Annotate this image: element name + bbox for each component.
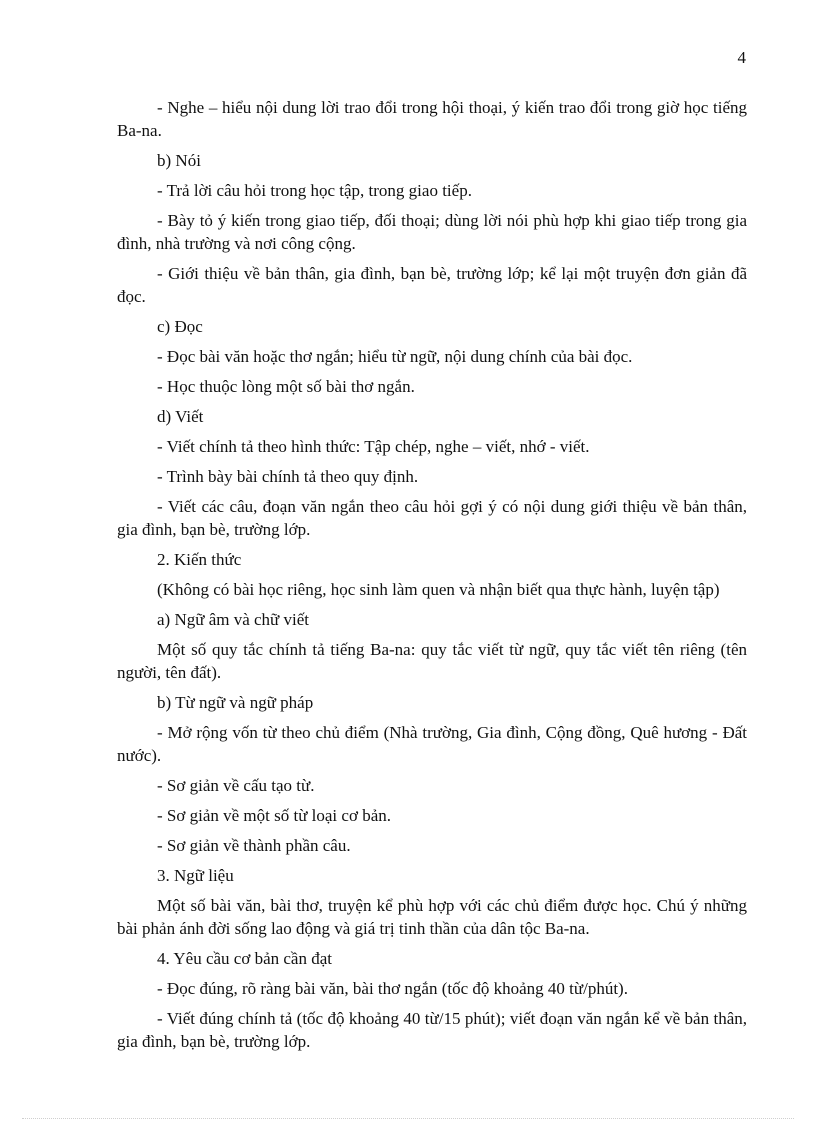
page-number: 4 bbox=[737, 48, 746, 67]
paragraph: - Sơ giản về thành phần câu. bbox=[157, 836, 351, 855]
document-body bbox=[117, 96, 747, 1060]
section-heading-ngu-am: a) Ngữ âm và chữ viết bbox=[157, 610, 310, 629]
paragraph: - Bày tỏ ý kiến trong giao tiếp, đối thoại; dùng lời nói phù hợp khi giao tiếp trong gia đình, nhà trường và nơi công cộng. bbox=[117, 211, 747, 253]
section-heading-noi: b) Nói bbox=[157, 151, 201, 170]
paragraph: - Đọc đúng, rõ ràng bài văn, bài thơ ngắn (tốc độ khoảng 40 từ/phút). bbox=[157, 979, 628, 998]
paragraph: - Trả lời câu hỏi trong học tập, trong giao tiếp. bbox=[157, 181, 472, 200]
section-heading-viet: d) Viết bbox=[157, 407, 204, 426]
paragraph: - Nghe – hiểu nội dung lời trao đổi trong hội thoại, ý kiến trao đổi trong giờ học tiếng Ba-na. bbox=[117, 98, 747, 140]
paragraph: - Học thuộc lòng một số bài thơ ngắn. bbox=[157, 377, 415, 396]
paragraph: - Trình bày bài chính tả theo quy định. bbox=[157, 467, 419, 486]
paragraph: - Sơ giản về cấu tạo từ. bbox=[157, 776, 315, 795]
paragraph: - Viết đúng chính tả (tốc độ khoảng 40 từ/15 phút); viết đoạn văn ngắn kể về bản thân, gia đình, bạn bè, trường lớp. bbox=[117, 1009, 747, 1051]
section-heading-ngu-lieu: 3. Ngữ liệu bbox=[157, 866, 234, 885]
paragraph: - Viết chính tả theo hình thức: Tập chép, nghe – viết, nhớ - viết. bbox=[157, 437, 590, 456]
paragraph: Một số bài văn, bài thơ, truyện kể phù hợp với các chủ điểm được học. Chú ý những bài phản ánh đời sống lao động và giá trị tinh thần của dân tộc Ba-na. bbox=[117, 896, 747, 938]
paragraph: Một số quy tắc chính tả tiếng Ba-na: quy tắc viết từ ngữ, quy tắc viết tên riêng (tên người, tên đất). bbox=[117, 640, 747, 682]
section-heading-kien-thuc: 2. Kiến thức bbox=[157, 550, 242, 569]
paragraph: - Đọc bài văn hoặc thơ ngắn; hiểu từ ngữ, nội dung chính của bài đọc. bbox=[157, 347, 633, 366]
paragraph: - Mở rộng vốn từ theo chủ điểm (Nhà trường, Gia đình, Cộng đồng, Quê hương - Đất nước). bbox=[117, 723, 747, 765]
section-heading-doc: c) Đọc bbox=[157, 317, 203, 336]
paragraph: - Sơ giản về một số từ loại cơ bản. bbox=[157, 806, 391, 825]
paragraph: (Không có bài học riêng, học sinh làm quen và nhận biết qua thực hành, luyện tập) bbox=[157, 580, 720, 599]
section-heading-yeu-cau: 4. Yêu cầu cơ bản cần đạt bbox=[157, 949, 332, 968]
page-bottom-divider bbox=[22, 1118, 794, 1119]
paragraph: - Viết các câu, đoạn văn ngắn theo câu hỏi gợi ý có nội dung giới thiệu về bản thân, gia đình, bạn bè, trường lớp. bbox=[117, 497, 747, 539]
section-heading-tu-ngu: b) Từ ngữ và ngữ pháp bbox=[157, 693, 314, 712]
paragraph: - Giới thiệu về bản thân, gia đình, bạn bè, trường lớp; kể lại một truyện đơn giản đã đọc. bbox=[117, 264, 747, 306]
